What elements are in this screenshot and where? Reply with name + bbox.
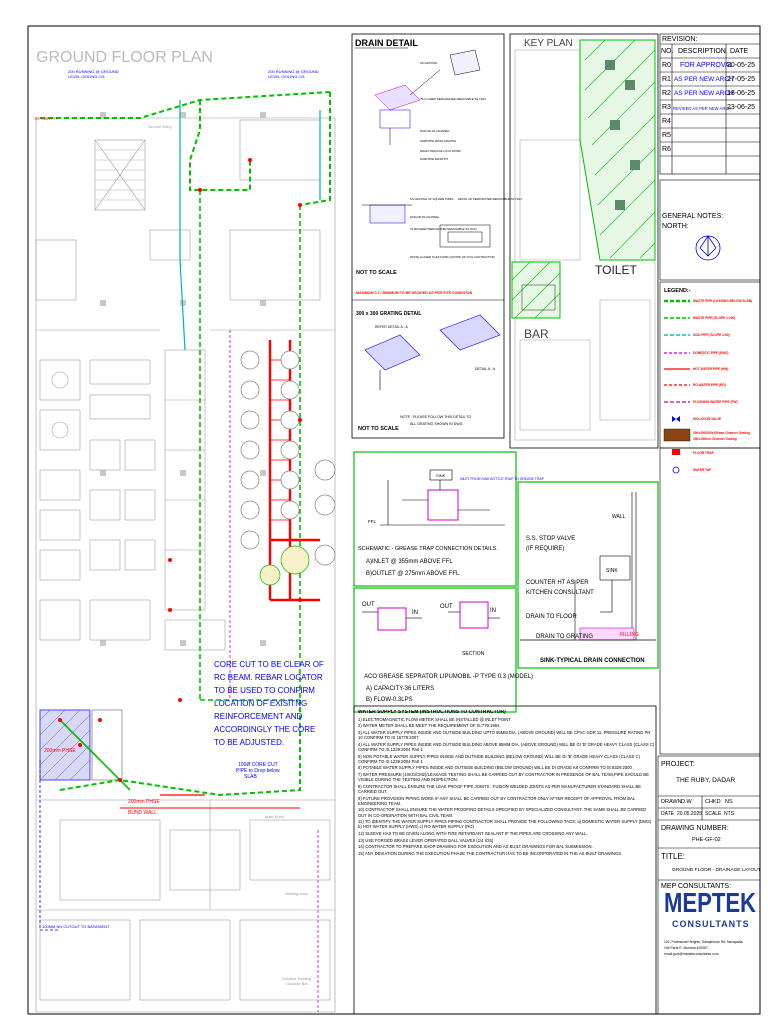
north-arrow-icon [696,236,720,260]
svg-text:LOCATION OF EXISITNG: LOCATION OF EXISITNG [214,699,308,708]
svg-text:100Ø PIPE FROM PIT: 100Ø PIPE FROM PIT [420,157,449,161]
revision-title: REVISION: [662,36,698,43]
svg-text:FFL: FFL [368,519,377,524]
svg-text:A)INLET @ 355mm ABOVE FFL: A)INLET @ 355mm ABOVE FFL [366,559,453,565]
grease-trap-detail [354,452,545,712]
plan-labels [34,69,319,986]
svg-text:DOMESTIC PIPE (DWS): DOMESTIC PIPE (DWS) [693,351,729,355]
svg-text:HOT WATER PIPE (HW): HOT WATER PIPE (HW) [693,367,729,371]
key-plan-bar: BAR [524,327,549,341]
svg-text:DETAIL OF PERFORATED REMOVABLE: DETAIL OF PERFORATED REMOVABLE SS TRAY [458,197,523,201]
project-label: PROJECT: [661,761,695,768]
svg-text:ACO GREASE SEPRATOR LIPUMOBIL: ACO GREASE SEPRATOR LIPUMOBIL -P TYPE 0.3 (MODEL) [364,674,534,680]
service-entry-label: Service Entry [148,124,172,129]
svg-text:A) CAPACITY-36 LITERS: A) CAPACITY-36 LITERS [366,686,435,692]
top-note-1a: 200 RUNNING @ GROUND [68,69,119,74]
kitchen-equipment [241,351,335,585]
svg-text:RO WATER PIPE (RO): RO WATER PIPE (RO) [693,383,726,387]
svg-text:100Ø PIPE FROM GRATING: 100Ø PIPE FROM GRATING [420,139,457,143]
bund-wall-label: BUND WALL [128,810,157,816]
pipe-label-1: 200mm PHSE [44,748,76,754]
svg-text:SINK: SINK [436,473,446,478]
meptek-logo [664,887,756,929]
core-cut-a: 100Ø CORE CUT [238,762,278,768]
note-b: ALL GRATING SHOWN IN DWG [410,422,463,426]
svg-text:B) FLOW-0.3LPS: B) FLOW-0.3LPS [366,697,413,703]
svg-text:ISOLATION VALVE: ISOLATION VALVE [693,417,722,421]
key-plan [510,34,658,448]
drawing-title: GROUND FLOOR - DRAINAGE LAYOUT [672,868,761,873]
svg-text:DAIGUR SS CHANNEL: DAIGUR SS CHANNEL [410,215,440,219]
rev-header-desc: DESCRIPTION [678,48,726,55]
top-note-1b: LEVEL CEILING LVL [68,74,106,79]
svg-text:S.S. STOP VALVE: S.S. STOP VALVE [526,536,576,542]
core-cut-c: SLAB [244,774,257,780]
svg-text:WALL: WALL [612,514,626,520]
basement-note: 100MM NH CUTOUT TO BASEMENT [42,924,110,929]
rwh-pit-label: TO RWH PIT [34,116,58,121]
svg-text:75mm DEEP PERFORATED REMOVABLE: 75mm DEEP PERFORATED REMOVABLE SS TRAY [420,97,487,101]
svg-text:KITCHEN CONSULTANT: KITCHEN CONSULTANT [526,590,594,596]
detail-aa: DETAIL A - A [475,367,496,371]
svg-text:FLUSHING WATER PIPE (FW): FLUSHING WATER PIPE (FW) [693,400,738,404]
svg-text:RC BEAM. REBAR LOCATOR: RC BEAM. REBAR LOCATOR [214,673,323,682]
revision-table [660,34,760,754]
legend-title: LEGEND:- [664,288,691,294]
north-label: NORTH: [662,223,689,230]
project-name: THE RUBY, DADAR [676,777,736,784]
svg-text:SS GRATING OF SQUARE PIPES: SS GRATING OF SQUARE PIPES [410,197,454,201]
svg-text:CONSULTANTS: CONSULTANTS [672,919,750,929]
svg-text:SECTION: SECTION [462,651,485,657]
note-a: NOTE : PLEASE FOLLOW THIS DETAIL TO [400,415,472,419]
svg-text:CORE CUT TO BE CLEAR OF: CORE CUT TO BE CLEAR OF [214,660,324,669]
svg-text:FLOOR TRAP: FLOOR TRAP [693,451,714,455]
not-to-scale-2: NOT TO SCALE [358,426,399,432]
svg-text:SS GRATING: SS GRATING [420,61,438,65]
svg-text:WASTE PIPE (LEADING BELOW SLAB: WASTE PIPE (LEADING BELOW SLAB) [693,299,753,303]
svg-text:ACCORDINGLY THE CORE: ACCORDINGLY THE CORE [214,725,316,734]
rev-header-no: NO. [661,48,674,55]
svg-text:SCHEMATIC - GREASE TRAP CONNEC: SCHEMATIC - GREASE TRAP CONNECTION DETAILS. [358,546,498,552]
svg-text:DAIGUR SS CHANNEL: DAIGUR SS CHANNEL [420,129,450,133]
svg-text:DRAIN THROUGH CIVIL WORK: DRAIN THROUGH CIVIL WORK [420,149,461,153]
svg-text:SINK-TYPICAL DRAIN CONNECTION: SINK-TYPICAL DRAIN CONNECTION [540,658,645,664]
svg-text:300x300/300x150mm Channel Grat: 300x300/300x150mm Channel Grating [693,431,751,435]
pipe-label-2: 200mm PHSE [128,799,160,805]
svg-text:OUT: OUT [362,602,375,608]
svg-text:B)OUTLET @ 275mm ABOVE FFL: B)OUTLET @ 275mm ABOVE FFL [366,571,460,577]
key-plan-toilet: TOILET [595,263,637,277]
svg-text:WHITE GLAZED TILES FINISH (SCO: WHITE GLAZED TILES FINISH (SCOPE OF CIVIL CONTRACTOR) [410,255,495,259]
grating-title: 300 x 300 GRATING DETAIL [356,311,422,317]
svg-text:FILLING: FILLING [620,632,639,638]
svg-text:WASTE PIPE (SLOPE 1:100): WASTE PIPE (SLOPE 1:100) [693,316,736,320]
top-note-2a: 200 RUNNING @ GROUND [268,69,319,74]
svg-text:TO BE USED TO CONFIRM: TO BE USED TO CONFIRM [214,686,315,695]
svg-text:DRAIN TO FLOOR: DRAIN TO FLOOR [526,614,577,620]
rev-header-date: DATE [730,48,749,55]
waiting-area-label: Waiting area [285,891,308,896]
svg-text:150x150mm Channel Grating: 150x150mm Channel Grating [693,437,737,441]
legend-swatches [664,301,690,473]
top-note-2b: LEVEL CEILING LVL [268,74,306,79]
svg-text:SOIL PIPE (SLOPE 1:60): SOIL PIPE (SLOPE 1:60) [693,333,730,337]
outdoor-seating-label: Outdoor Seating [282,976,312,981]
svg-text:INLET FROM SINK BOTTLE TRAP TO: INLET FROM SINK BOTTLE TRAP TO GREASE TRAP [460,477,544,481]
main-entry-label: Main Entry [265,814,285,819]
general-notes-title: GENERAL NOTES: [662,213,724,220]
svg-text:IN: IN [490,608,496,614]
key-plan-title: KEY PLAN [524,38,573,49]
svg-text:OUT: OUT [440,604,453,610]
refer-detail: REFER DETAIL A - A [375,325,408,329]
max-note: MAXIMUM 0.7 / MINIMUM TO BE DECIDED AS PER SITE CONDITION [356,291,473,295]
water-supply-notes: WATER SUPPLY SYSTEM (INSTRUCTIONS TO CONTRACTOR) 1) ELECTROMAGNETIC FLOW METER SHALL BE INSTALLED @ INLET POINT. 2) WATER METER SHALL BE MEET THE REQUIREMENT OF IS:779:1994. 3) ALL WATER SUPPLY PIPES INSIDE AND OUTSIDE BUILDING UPTO 65MM DIA. (ABOVE GROUND) WILL BE CPVC-SDR 11, PRESSURE RATING PN 10 CONFIRM TO IS 15778:2007 4) ALL WATER SUPPLY PIPES INSIDE AND OUTSIDE BUILDING ABOVE 65MM DIA. (ABOVE GROUND) WILL BE GI 'B' GRADE HEAVY CLASS (CLASS C) CONFIRM TO IS 1239:2004 Part 1 5) NON POTABLE WATER SUPPLY PIPES INSIDE AND OUTSIDE BUILDING (BELOW GROUND) WILL BE GI 'B' GRADE HEAVY CLASS (CLASS C) CONFIRM TO IS 1239:2004 Part 1 6) POTABLE WATER SUPPLY PIPES INSIDE AND OUTSIDE BUILDING (BELOW GROUND) WILL BE DI GRADE K9 CONFIRM TO IS 8329:2000 7) WATER PRESSURE (10KG/CM2)/LEAKAGE TESTING SHALL BE CARRIED OUT BY CONTRACTOR IN PRESENCE OF BAL TEAM,PIPE SHOULD BE VISIBLE DURING THE TESTING AND INSPECTION. 8) CONTRACTOR SHALL ENSURE THE LEAK PROOF PIPE JOINTS . FUSION WELDED JOINTS AS PER MANUFACTURER STANDARD SHALL BE CARRIED OUT. 9) FUTURE PROVISION PIPING WORK IF ANY SHALL BE CARRIED OUT BY CONTRACTOR ONLY AFTER RECEIPT OF APPROVAL FROM BAL ENGINEERING TEAM. 10) CONTRACTOR SHALL ENSURE THE WATER PROOFING DETAILS SPECIFIED BY SPECIALIZED CONSULTANT. THE SAME SHALL BE CARRIED OUT IN CO-ORDINATION WITH BAL CIVIL TEAM. 11) TO IDENTIFY THE WATER SUPPLY PIPES PIPING CONTRACTOR SHALL PROVIDE THE FOLLOWING TAGS: a) DOMESTIC WATER SUPPLY (DWS) b) HOT WATER SUPPLY (HWS) c) RO WATER SUPPLY (RO) 12) SLEEVE HAS TO BE GIVEN ALONG WITH FIRE RETARDANT SEALANT IF THE PIPES ARE CROSSING ANY WALL. 13) USE FORGED BRASS LEVER OPERATED BALL VALVES (1/4 IOS) 14) CONTRACTOR TO PREPARE SHOP DRAWING FOR EXECUTION AND AS BUILT DRAWINGS FOR BAL SUBMISSION. 15) ANY DEVIATION DURING THE EXECUTION PHASE THE CONTRACTOR HAS TO BE INCORPORATED IN THE AS BUILT DRAWINGS. [358,710,655,857]
svg-text:75 MM DEEP PERFORATED REMOVABL: 75 MM DEEP PERFORATED REMOVABLE SS TRAY [410,227,478,231]
core-cut-note [214,660,324,747]
svg-text:TO BE ADJUSTED.: TO BE ADJUSTED. [214,738,285,747]
outdoor-bar-label: Outdoor Bar [286,981,308,986]
svg-text:COUNTER HT AS PER: COUNTER HT AS PER [526,580,589,586]
drawing-number: PHE-GF-02 [692,837,721,843]
drain-detail-title: DRAIN DETAIL [355,38,418,48]
plan-title: GROUND FLOOR PLAN [36,49,213,66]
not-to-scale-1: NOT TO SCALE [356,270,397,276]
sink-drain-detail [518,482,658,668]
svg-text:REINFORCEMENT AND: REINFORCEMENT AND [214,712,303,721]
drain-detail [352,34,522,438]
core-cut-b: PIPE to Drop below [236,768,280,774]
svg-text:DRAIN TO GRATING: DRAIN TO GRATING [536,634,594,640]
svg-text:MEPTEK: MEPTEK [664,887,756,918]
legend [664,288,752,473]
svg-text:(IF REQUIRE): (IF REQUIRE) [526,546,565,552]
svg-text:WATER TAP: WATER TAP [693,468,712,472]
svg-text:IN: IN [412,610,418,616]
svg-text:SINK: SINK [606,568,618,574]
